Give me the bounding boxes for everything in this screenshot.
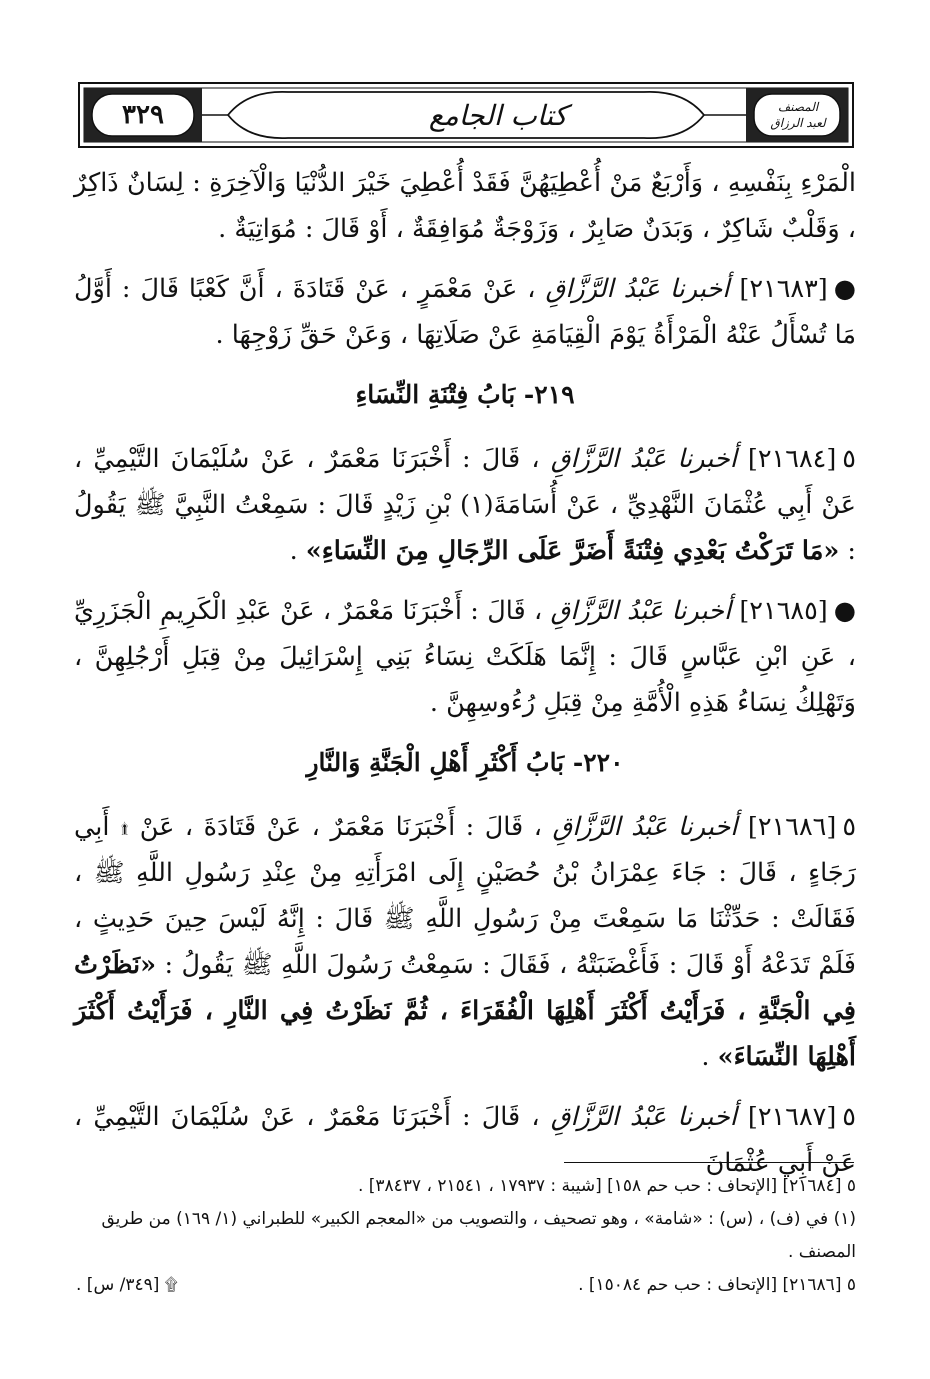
hadith-marker: ● [833, 274, 857, 304]
author-label [754, 91, 842, 139]
prophetic-quote: «مَا تَرَكْتُ بَعْدِي فِتْنَةً أَضَرَّ عَلَى الرِّجَالِ مِنَ النِّسَاءِ» [305, 536, 840, 566]
isnad-lead: أخبرنا عَبْدُ الرَّزَّاقِ [552, 812, 738, 842]
hadith-text: ، قَالَ : أَخْبَرَنَا مَعْمَرٌ ، عَنْ عَبْدِ الْكَرِيمِ الْجَزَرِيِّ ، عَنِ ابْنِ عَبَّاسٍ قَالَ : إِنَّمَا هَلَكَتْ نِسَاءُ بَنِي إِسْرَائِيلَ مِنْ قِبَلِ أَرْجُلِهِنَّ ، وَتَهْلِكُ نِسَاءُ هَذِهِ الْأُمَّةِ مِنْ قِبَلِ رُءُوسِهِنَّ . [74, 596, 856, 718]
footnotes [76, 1170, 856, 1302]
hadith-number: [٢١٦٨٥] [739, 596, 828, 626]
prophetic-quote: «نَظَرْتُ فِي الْجَنَّةِ ، فَرَأَيْتُ أَكْثَرَ أَهْلِهَا الْفُقَرَاءَ ، ثُمَّ نَظَرْتُ فِي النَّارِ ، فَرَأَيْتُ أَكْثَرَ أَهْلِهَا النِّسَاءَ» [74, 950, 856, 1072]
isnad-lead: أخبرنا عَبْدُ الرَّزَّاقِ [550, 1102, 737, 1132]
hadith-21683 [74, 266, 856, 358]
chapter-heading-219: ٢١٩- بَابُ فِتْنَةِ النِّسَاءِ [355, 380, 575, 409]
main-text [74, 160, 856, 1200]
isnad-lead: أخبرنا عَبْدُ الرَّزَّاقِ [550, 596, 732, 626]
chapter-heading-220: ٢٢٠- بَابُ أَكْثَرِ أَهْلِ الْجَنَّةِ وَالنَّارِ [306, 748, 624, 777]
hadith-number: [٢١٦٨٧] [747, 1102, 837, 1132]
paragraph-continuation [74, 160, 856, 252]
footnote-1: (١) في (ف) ، (س) : «شامة» ، وهو تصحيف ، والتصويب من «المعجم الكبير» للطبراني (١/ ١٦٩) من طريق المصنف . [101, 1209, 856, 1262]
footnote-page-ref: ۩ [٣٤٩/ س] . [76, 1275, 178, 1295]
hadith-text: ، قَالَ : أَخْبَرَنَا مَعْمَرٌ ، عَنْ قَتَادَةَ ، عَنْ ۩ أَبِي رَجَاءٍ ، قَالَ : جَاءَ عِمْرَانُ بْنُ حُصَيْنٍ إِلَى امْرَأَتِهِ مِنْ عِنْدِ رَسُولِ اللَّهِ ﷺ ، فَقَالَتْ : حَدِّثْنَا مَا سَمِعْتَ مِنْ رَسُولِ اللَّهِ ﷺ قَالَ : إِنَّهُ لَيْسَ حِينَ حَدِيثٍ ، فَلَمْ تَدَعْهُ أَوْ قَالَ : فَأَغْضَبَتْهُ ، فَقَالَ : سَمِعْتُ رَسُولَ اللَّهِ ﷺ يَقُولُ : [74, 812, 856, 980]
hadith-21686 [74, 804, 856, 1080]
author-line-1: المصنف [777, 100, 819, 114]
page-number: ٣٢٩ [122, 100, 164, 130]
hadith-text: ، قَالَ : أَخْبَرَنَا مَعْمَرٌ ، عَنْ سُلَيْمَانَ التَّيْمِيِّ ، عَنْ أَبِي عُثْمَانَ النَّهْدِيِّ ، عَنْ أُسَامَةَ(١) بْنِ زَيْدٍ قَالَ : سَمِعْتُ النَّبِيَّ ﷺ يَقُولُ : [74, 444, 856, 566]
hadith-text: ، عَنْ مَعْمَرٍ ، عَنْ قَتَادَةَ ، أَنَّ كَعْبًا قَالَ : أَوَّلُ مَا تُسْأَلُ عَنْهُ الْمَرْأَةُ يَوْمَ الْقِيَامَةِ عَنْ صَلَاتِهَا ، وَعَنْ حَقِّ زَوْجِهَا . [74, 274, 856, 350]
footnote-ithaf-21686: ٥ [٢١٦٨٦] [الإتحاف : حب حم ١٥٠٨٤] . [578, 1275, 856, 1295]
hadith-21684 [74, 436, 856, 574]
hadith-marker: ٥ [842, 812, 857, 842]
hadith-marker: ● [833, 596, 856, 626]
book-title: كتاب الجامع [428, 98, 568, 132]
hadith-number: [٢١٦٨٣] [739, 274, 828, 304]
footnote-last-line [76, 1269, 856, 1302]
hadith-21685 [74, 588, 856, 726]
footnote-divider [564, 1162, 854, 1163]
paragraph-text: الْمَرْءِ بِنَفْسِهِ ، وَأَرْبَعٌ مَنْ أُعْطِيَهُنَّ فَقَدْ أُعْطِيَ خَيْرَ الدُّنْيَا وَالْآخِرَةِ : لِسَانٌ ذَاكِرٌ ، وَقَلْبٌ شَاكِرٌ ، وَبَدَنٌ صَابِرٌ ، وَزَوْجَةٌ مُوَافِقَةٌ ، أَوْ قَالَ : مُوَاتِيَةٌ . [74, 168, 856, 244]
isnad-lead: أخبرنا عَبْدُ الرَّزَّاقِ [545, 274, 730, 304]
hadith-end: . [701, 1042, 710, 1072]
hadith-text: ، قَالَ : أَخْبَرَنَا مَعْمَرٌ ، عَنْ سُلَيْمَانَ التَّيْمِيِّ ، عَنْ أَبِي عُثْمَانَ [74, 1102, 856, 1178]
footnote-ithaf-21684: ٥ [٢١٦٨٤] [الإتحاف : حب حم ١٥٨] [شيبة : ١٧٩٣٧ ، ٢١٥٤١ ، ٣٨٤٣٧] . [357, 1176, 856, 1196]
hadith-end: . [289, 536, 298, 566]
hadith-marker: ٥ [842, 1102, 856, 1132]
hadith-number: [٢١٦٨٤] [747, 444, 837, 474]
author-line-2: لعبد الرزاق [770, 116, 826, 130]
hadith-number: [٢١٦٨٦] [747, 812, 837, 842]
page-header [78, 82, 854, 148]
isnad-lead: أخبرنا عَبْدُ الرَّزَّاقِ [550, 444, 737, 474]
hadith-marker: ٥ [842, 444, 856, 474]
